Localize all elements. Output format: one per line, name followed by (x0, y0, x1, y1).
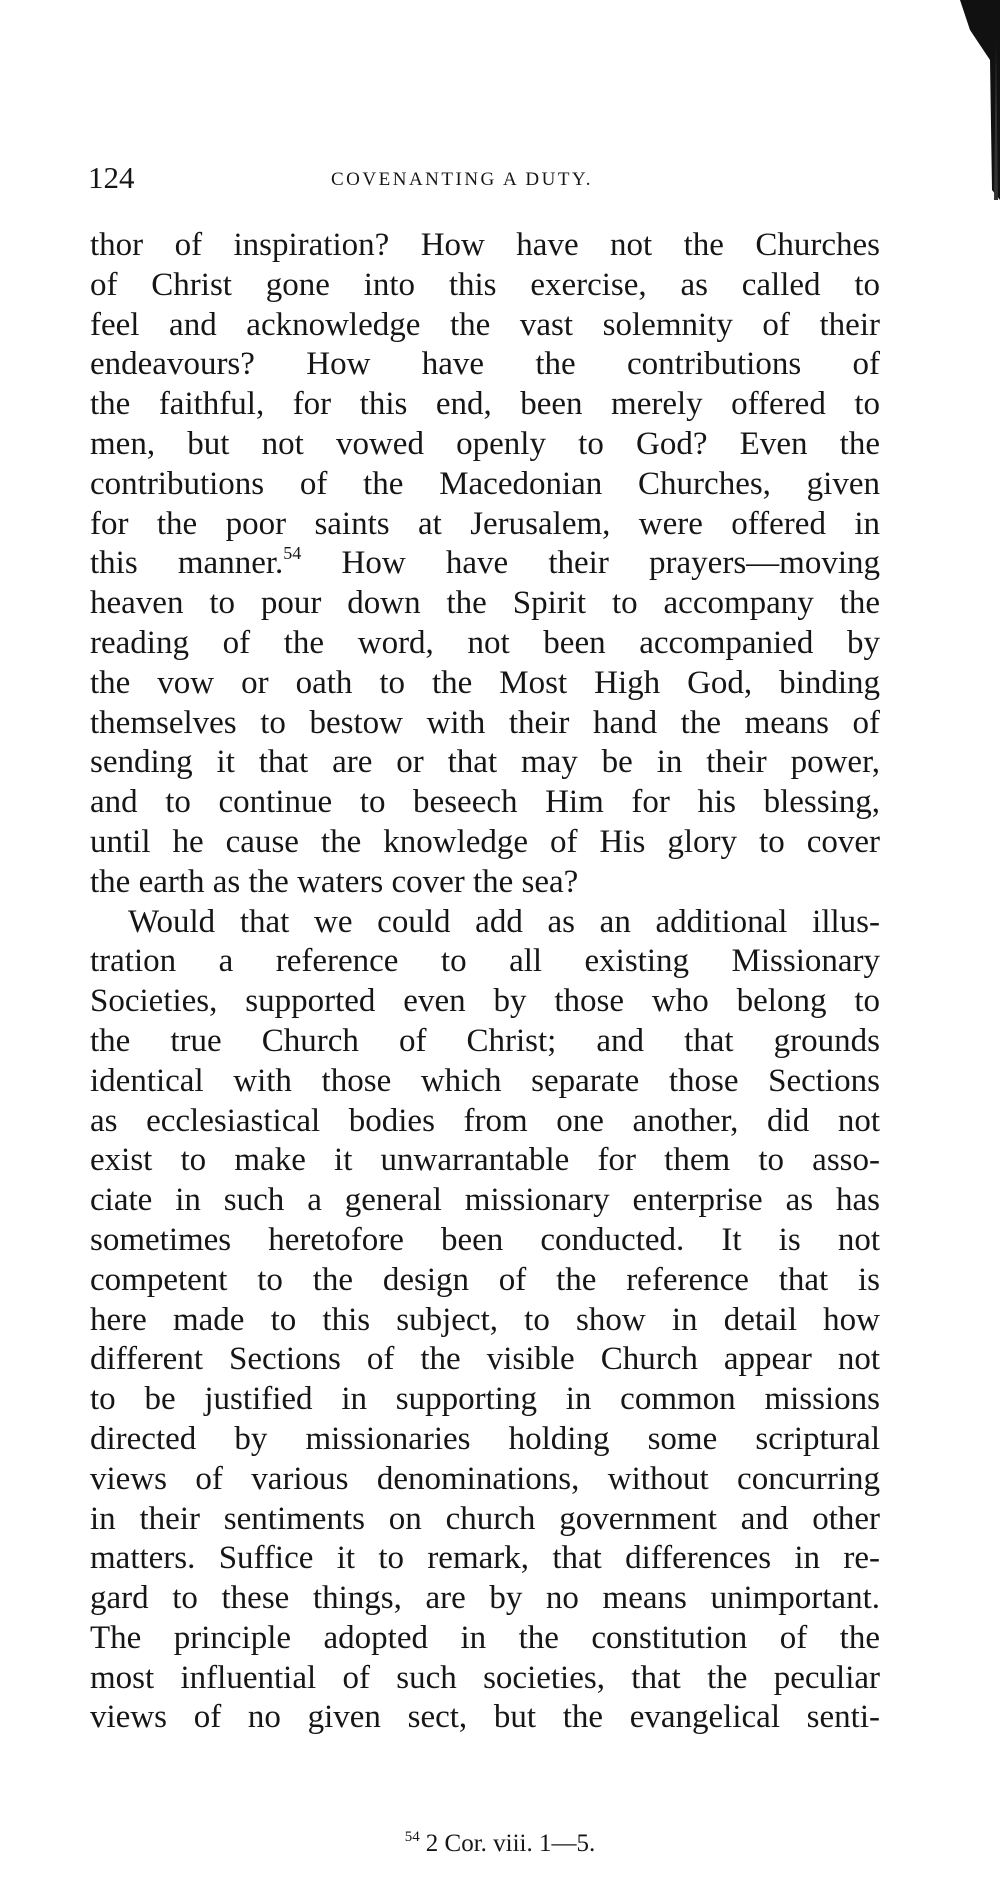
text-line: endeavours? How have the contributions of (90, 346, 880, 383)
text-line: the earth as the waters cover the sea? (90, 863, 579, 900)
footnote (0, 1827, 1000, 1861)
text-line: thor of inspiration? How have not the Churches (90, 227, 880, 263)
page-corner-shadow (940, 0, 1000, 200)
text-line: different Sections of the visible Church appear not (90, 1341, 880, 1378)
text-line: most influential of such societies, that the peculiar (90, 1659, 880, 1696)
text-line: ciate in such a general missionary enterprise as has (90, 1182, 880, 1219)
text-line: here made to this subject, to show in detail how (90, 1301, 880, 1338)
text-line: and to continue to beseech Him for his blessing, (90, 784, 880, 821)
paragraph-1 (90, 226, 880, 903)
footnote-mark: 54 (404, 1829, 420, 1845)
text-line: reading of the word, not been accompanied by (90, 624, 880, 661)
text-line: The principle adopted in the constitution of the (90, 1619, 880, 1656)
page-header (88, 158, 900, 198)
text-line: the true Church of Christ; and that grounds (90, 1022, 880, 1059)
text-line: gard to these things, are by no means unimportant. (90, 1580, 880, 1617)
text-line: identical with those which separate those Sections (90, 1062, 880, 1099)
text-line: Societies, supported even by those who belong to (90, 983, 880, 1020)
text-line: tration a reference to all existing Missionary (90, 943, 880, 980)
text-line: sometimes heretofore been conducted. It is not (90, 1221, 880, 1258)
text-line: views of various denominations, without concurring (90, 1460, 880, 1497)
text-line: matters. Suffice it to remark, that differences in re- (90, 1540, 880, 1577)
text-line: feel and acknowledge the vast solemnity of their (90, 306, 880, 343)
footnote-text: 2 Cor. viii. 1—5. (425, 1830, 596, 1857)
page-number: 124 (88, 160, 135, 195)
text-line: the vow or oath to the Most High God, binding (90, 664, 880, 701)
text-line: competent to the design of the reference that is (90, 1261, 880, 1298)
text-line: until he cause the knowledge of His glory to cover (90, 823, 880, 860)
text-line: directed by missionaries holding some scriptural (90, 1420, 880, 1457)
text-line: in their sentiments on church government and other (90, 1500, 880, 1537)
running-head: COVENANTING A DUTY. (331, 169, 593, 190)
text-line: sending it that are or that may be in their power, (90, 744, 880, 781)
text-line: contributions of the Macedonian Churches, given (90, 465, 880, 502)
text-line-with-footnote-ref (90, 544, 880, 584)
text-line: Would that we could add as an additional illus- (128, 903, 880, 940)
line-text: this manner. (90, 545, 284, 582)
paragraph-2 (90, 903, 880, 1739)
text-line: to be justified in supporting in common missions (90, 1381, 880, 1418)
text-line: exist to make it unwarrantable for them to asso- (90, 1142, 880, 1179)
text-line: for the poor saints at Jerusalem, were offered in (90, 505, 880, 542)
footnote-reference: 54 (283, 543, 302, 564)
text-line: the faithful, for this end, been merely offered to (90, 386, 880, 423)
text-line: views of no given sect, but the evangelical senti- (90, 1699, 880, 1736)
text-line: of Christ gone into this exercise, as called to (90, 266, 880, 303)
text-line: themselves to bestow with their hand the means of (90, 704, 880, 741)
body-text (90, 226, 880, 1738)
text-line: heaven to pour down the Spirit to accompany the (90, 585, 880, 622)
text-line: men, but not vowed openly to God? Even the (90, 425, 880, 462)
line-text: How have their prayers—moving (301, 545, 881, 582)
text-line: as ecclesiastical bodies from one another, did not (90, 1102, 880, 1139)
